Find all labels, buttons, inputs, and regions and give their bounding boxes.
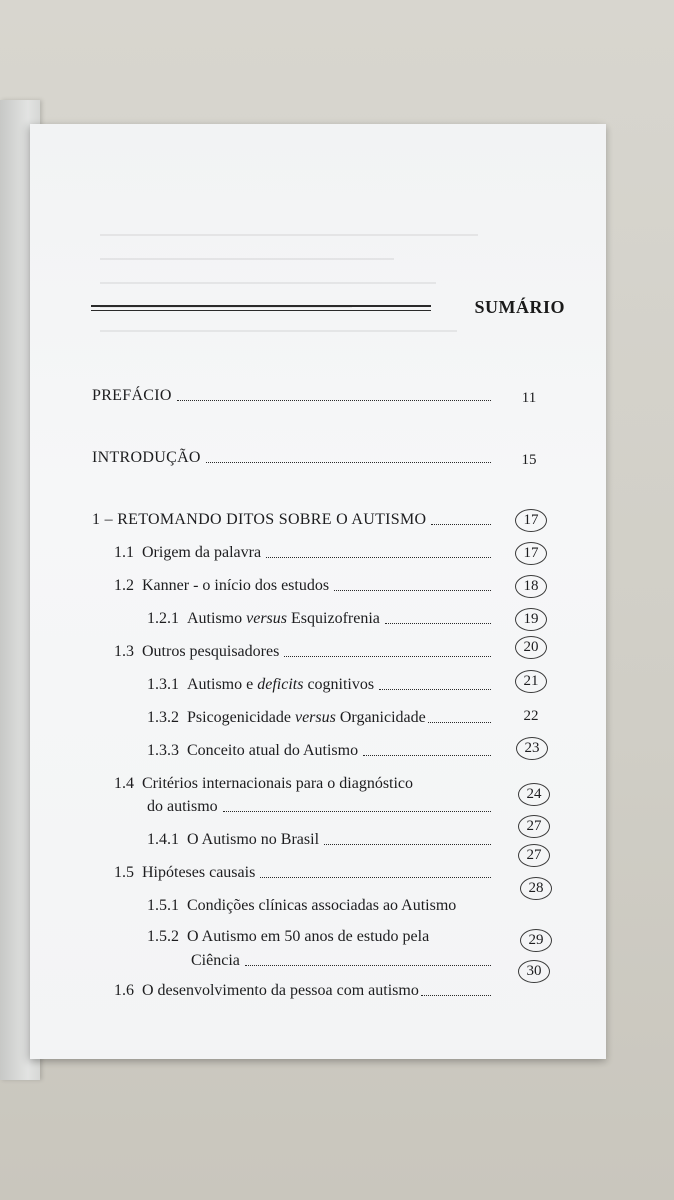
entry-label-continuation: Ciência — [191, 952, 240, 969]
entry-label: Conceito atual do Autismo — [187, 742, 359, 759]
toc-entry-1-4-line2 — [147, 799, 496, 815]
entry-number: 1.4.1 — [147, 831, 179, 848]
page-number-circled: 21 — [515, 670, 547, 693]
entry-label: Autismo versus Esquizofrenia — [187, 610, 380, 627]
toc-entry-1-5-1 — [147, 898, 507, 914]
dot-leader — [428, 721, 491, 723]
dot-leader — [284, 655, 491, 657]
page-number-circled: 17 — [515, 509, 547, 532]
book-page — [30, 124, 606, 1059]
dot-leader — [324, 843, 491, 845]
page-number-circled: 29 — [520, 929, 552, 952]
entry-label: Hipóteses causais — [142, 864, 256, 881]
page-number: 11 — [521, 390, 537, 406]
dot-leader — [379, 688, 491, 690]
entry-label: O Autismo no Brasil — [187, 831, 320, 848]
toc-entry-1-5 — [114, 865, 496, 881]
entry-number: 1.2 — [114, 577, 134, 594]
page-number-circled: 17 — [515, 542, 547, 565]
dot-leader — [334, 589, 491, 591]
dot-leader — [260, 876, 491, 878]
dot-leader — [431, 523, 491, 525]
entry-label: O Autismo em 50 anos de estudo pela — [187, 928, 430, 945]
entry-number: 1.5.1 — [147, 897, 179, 914]
entry-label: Critérios internacionais para o diagnóstico — [142, 775, 414, 792]
toc-entry-1-6 — [114, 983, 496, 999]
page-number-circled: 28 — [520, 877, 552, 900]
entry-label: RETOMANDO DITOS SOBRE O AUTISMO — [117, 511, 427, 528]
entry-number: 1.5.2 — [147, 928, 179, 945]
entry-label: INTRODUÇÃO — [92, 449, 201, 466]
entry-number: 1.3.2 — [147, 709, 179, 726]
page-number-circled: 30 — [518, 960, 550, 983]
dot-leader — [363, 754, 491, 756]
toc-entry-prefacio — [92, 388, 496, 404]
entry-number: 1.6 — [114, 982, 134, 999]
toc-entry-1-1 — [114, 545, 496, 561]
page-number: 15 — [521, 452, 537, 468]
page-number-circled: 27 — [518, 815, 550, 838]
entry-label: Outros pesquisadores — [142, 643, 280, 660]
toc-entry-1-4-1 — [147, 832, 496, 848]
toc-entry-1-4-line1 — [114, 776, 496, 792]
entry-label: Autismo e deficits cognitivos — [187, 676, 375, 693]
entry-number: 1.2.1 — [147, 610, 179, 627]
page-number-circled: 18 — [515, 575, 547, 598]
page-title: SUMÁRIO — [474, 297, 565, 317]
toc-entry-introducao — [92, 450, 496, 466]
dot-leader — [177, 399, 491, 401]
dot-leader — [206, 461, 491, 463]
page-number: 22 — [523, 708, 539, 724]
dot-leader — [385, 622, 491, 624]
toc-entry-1-2 — [114, 578, 496, 594]
page-number-circled: 20 — [515, 636, 547, 659]
entry-label: Condições clínicas associadas ao Autismo — [187, 897, 457, 914]
entry-number: 1.1 — [114, 544, 134, 561]
page-number-circled: 24 — [518, 783, 550, 806]
toc-heading — [91, 298, 565, 322]
toc-entry-1-3-3 — [147, 743, 496, 759]
toc-entry-1-2-1 — [147, 611, 496, 627]
entry-number: 1.3.3 — [147, 742, 179, 759]
dot-leader — [421, 994, 491, 996]
dot-leader — [223, 810, 491, 812]
dot-leader — [245, 964, 491, 966]
entry-label: PREFÁCIO — [92, 387, 172, 404]
toc-entry-1-3-2 — [147, 710, 496, 726]
heading-rule — [91, 305, 431, 314]
entry-label: O desenvolvimento da pessoa com autismo — [142, 982, 419, 999]
toc-entry-1-3 — [114, 644, 496, 660]
dot-leader — [266, 556, 491, 558]
toc-entry-1-3-1 — [147, 677, 496, 693]
entry-number: 1.4 — [114, 775, 134, 792]
entry-label-continuation: do autismo — [147, 798, 218, 815]
entry-label: Origem da palavra — [142, 544, 262, 561]
page-number-circled: 23 — [516, 737, 548, 760]
entry-label: Kanner - o início dos estudos — [142, 577, 330, 594]
page-number-circled: 19 — [515, 608, 547, 631]
toc-entry-1-5-2-line2 — [191, 953, 496, 969]
toc-entry-1-5-2-line1 — [147, 929, 496, 945]
entry-number: 1.3 — [114, 643, 134, 660]
entry-number: 1.5 — [114, 864, 134, 881]
page-number-circled: 27 — [518, 844, 550, 867]
entry-label: Psicogenicidade versus Organicidade — [187, 709, 426, 726]
entry-number: 1 – — [92, 511, 118, 528]
toc-entry-chapter-1 — [92, 512, 496, 528]
entry-number: 1.3.1 — [147, 676, 179, 693]
